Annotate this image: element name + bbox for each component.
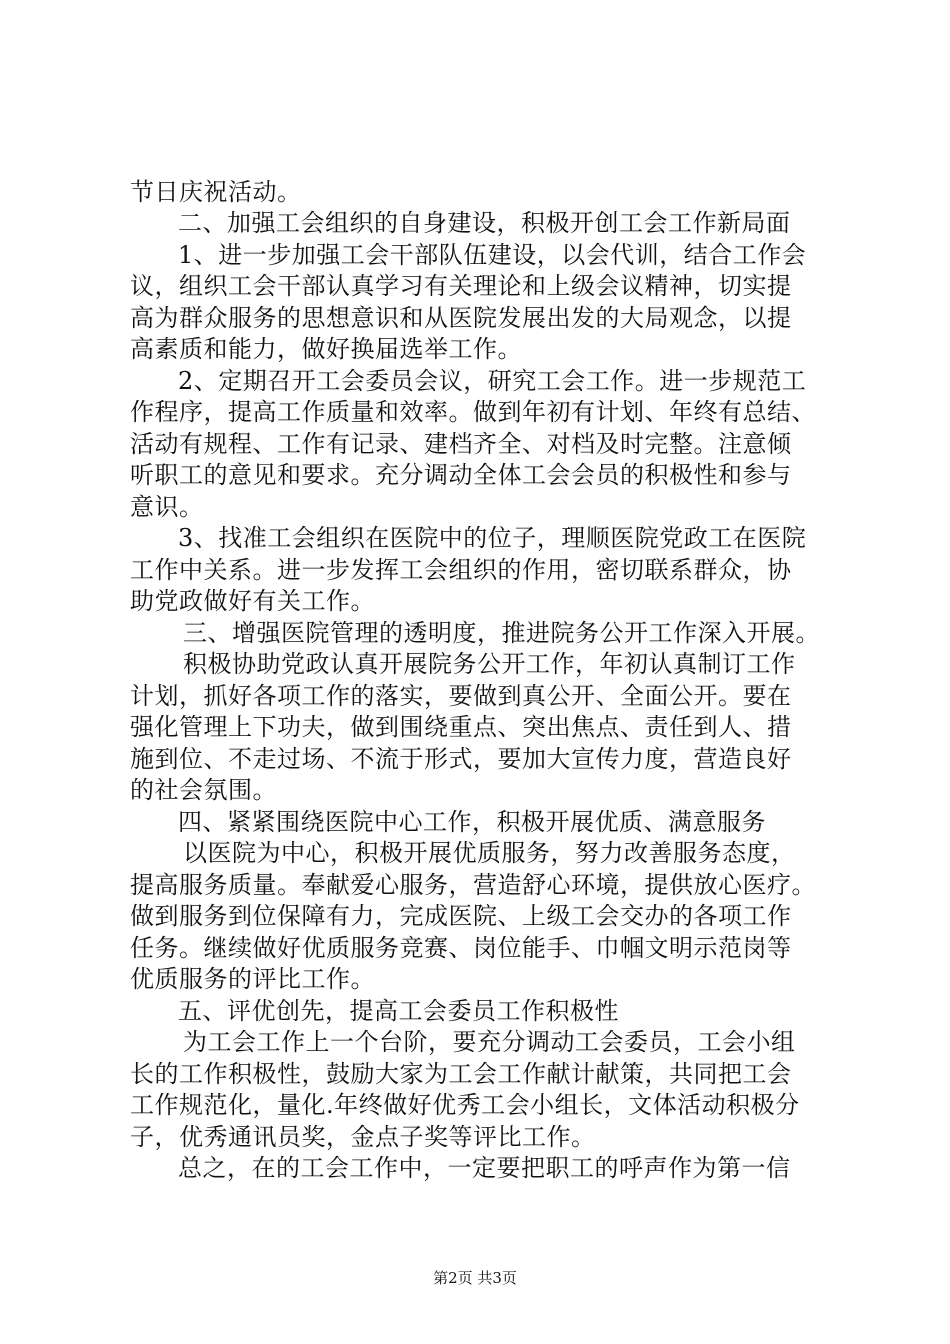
body-line: 为工会工作上一个台阶，要充分调动工会委员，工会小组	[183, 1028, 796, 1056]
body-line: 工作规范化，量化.年终做好优秀工会小组长，文体活动积极分	[130, 1091, 800, 1119]
section-heading: 四、紧紧围绕医院中心工作，积极开展优质、满意服务	[178, 808, 766, 836]
body-line: 优质服务的评比工作。	[130, 965, 375, 993]
body-line: 的社会氛围。	[130, 776, 277, 804]
body-line: 强化管理上下功夫，做到围绕重点、突出焦点、责任到人、措	[130, 713, 792, 741]
body-line: 施到位、不走过场、不流于形式，要加大宣传力度，营造良好	[130, 745, 792, 773]
section-heading: 五、评优创先，提高工会委员工作积极性	[178, 997, 619, 1025]
body-line: 高为群众服务的思想意识和从医院发展出发的大局观念，以提	[130, 304, 792, 332]
body-line: 总之，在的工会工作中，一定要把职工的呼声作为第一信	[178, 1154, 791, 1182]
body-line: 做到服务到位保障有力，完成医院、上级工会交办的各项工作	[130, 902, 792, 930]
body-line: 工作中关系。进一步发挥工会组织的作用，密切联系群众，协	[130, 556, 792, 584]
section-heading: 三、增强医院管理的透明度，推进院务公开工作深入开展。	[183, 619, 820, 647]
body-line: 积极协助党政认真开展院务公开工作，年初认真制订工作	[183, 650, 796, 678]
body-line: 节日庆祝活动。	[130, 178, 302, 206]
body-line: 2、定期召开工会委员会议，研究工会工作。进一步规范工	[178, 367, 807, 395]
section-heading: 二、加强工会组织的自身建设，积极开创工会工作新局面	[178, 209, 791, 237]
body-line: 计划，抓好各项工作的落实，要做到真公开、全面公开。要在	[130, 682, 792, 710]
body-line: 任务。继续做好优质服务竞赛、岗位能手、巾帼文明示范岗等	[130, 934, 792, 962]
body-line: 长的工作积极性，鼓励大家为工会工作献计献策，共同把工会	[130, 1060, 792, 1088]
body-line: 议，组织工会干部认真学习有关理论和上级会议精神，切实提	[130, 272, 792, 300]
body-line: 高素质和能力，做好换届选举工作。	[130, 335, 522, 363]
body-line: 以医院为中心，积极开展优质服务，努力改善服务态度，	[183, 839, 796, 867]
body-line: 意识。	[130, 493, 204, 521]
body-line: 听职工的意见和要求。充分调动全体工会会员的积极性和参与	[130, 461, 792, 489]
body-line: 1、进一步加强工会干部队伍建设，以会代训，结合工作会	[178, 241, 807, 269]
body-line: 助党政做好有关工作。	[130, 587, 375, 615]
body-line: 提高服务质量。奉献爱心服务，营造舒心环境，提供放心医疗。	[130, 871, 816, 899]
body-line: 活动有规程、工作有记录、建档齐全、对档及时完整。注意倾	[130, 430, 792, 458]
page-footer: 第2页 共3页	[433, 1269, 517, 1287]
body-line: 作程序，提高工作质量和效率。做到年初有计划、年终有总结、	[130, 398, 816, 426]
body-line: 3、找准工会组织在医院中的位子，理顺医院党政工在医院	[178, 524, 807, 552]
body-line: 子，优秀通讯员奖，金点子奖等评比工作。	[130, 1123, 596, 1151]
